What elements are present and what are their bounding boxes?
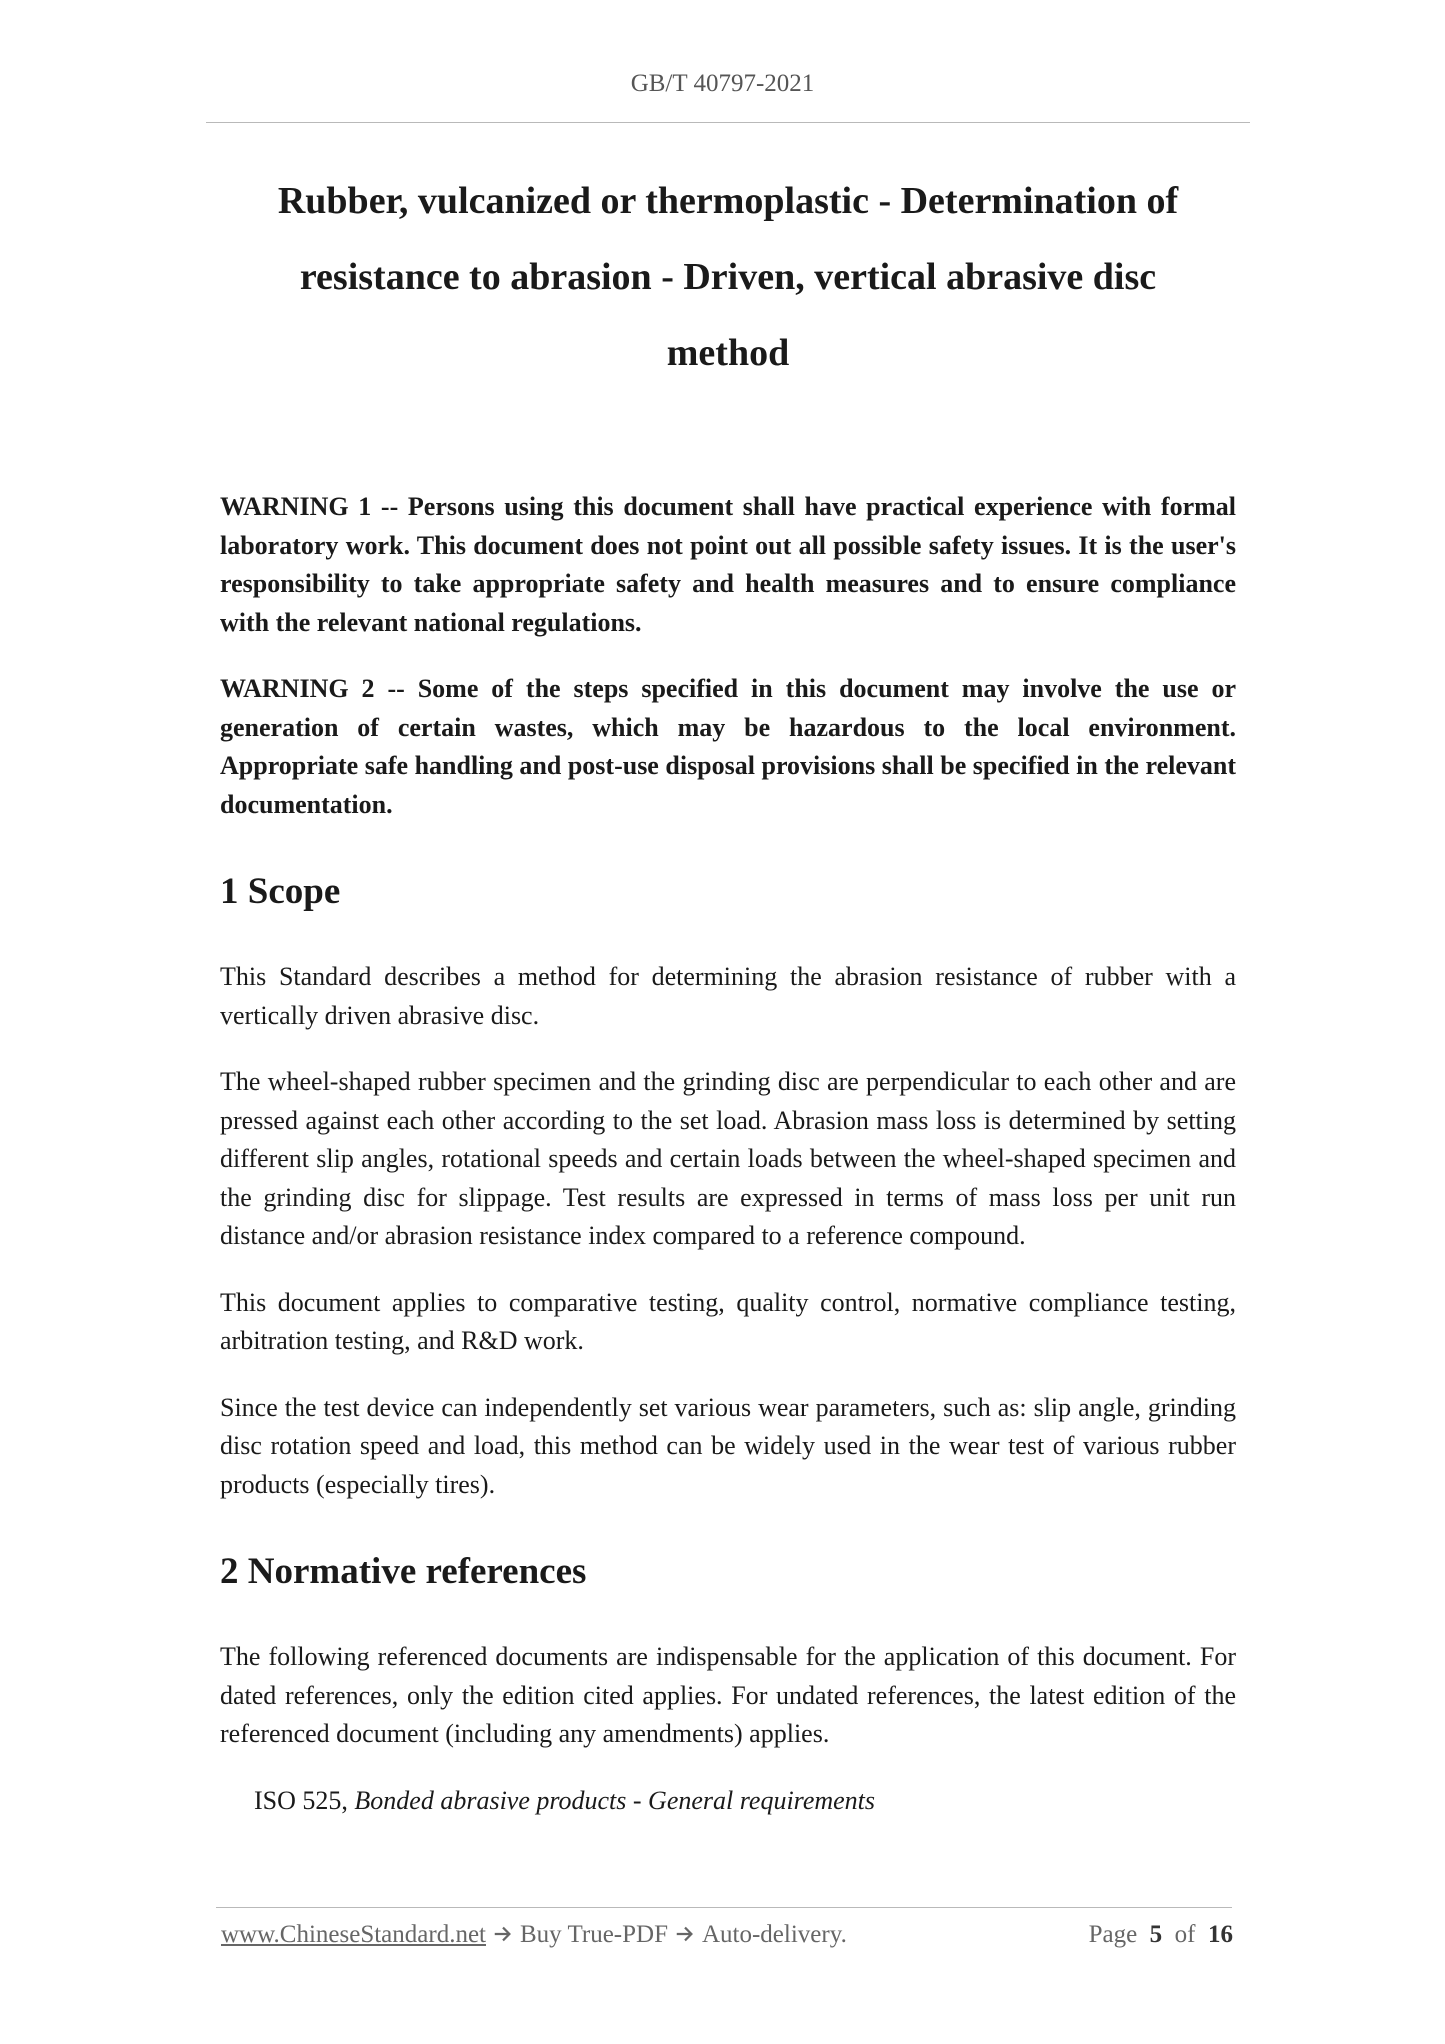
footer-divider: [216, 1907, 1232, 1908]
arrow-right-icon: [492, 1923, 514, 1945]
scope-paragraph: The wheel-shaped rubber specimen and the grinding disc are perpendicular to each other and are pressed against each other according to the set load. Abrasion mass loss is determined by setting different slip angles, rotational speeds and certain loads between the wheel-shaped specimen and the grinding disc for slippage. Test results are expressed in terms of mass loss per unit run distance and/or abrasion resistance index compared to a reference compound.: [220, 1067, 1236, 1250]
auto-delivery-text: Auto-delivery.: [701, 1921, 847, 1948]
references-paragraph: The following referenced documents are indispensable for the application of this document. For dated references, only the edition cited applies. For undated references, the latest edition of the referenced document (including any amendments) applies.: [220, 1642, 1236, 1748]
scope-paragraph: This Standard describes a method for determining the abrasion resistance of rubber with a vertically driven abrasive disc.: [220, 962, 1236, 1030]
document-body: [220, 488, 1236, 1820]
header-divider: [206, 122, 1250, 123]
scope-paragraph: Since the test device can independently set various wear parameters, such as: slip angle, grinding disc rotation speed and load, this method can be widely used in the wear test of various rubber products (especially tires).: [220, 1392, 1236, 1499]
page-label: Page: [1088, 1921, 1138, 1948]
reference-code: ISO 525,: [254, 1785, 348, 1815]
page-total: 16: [1208, 1921, 1233, 1948]
page-of: of: [1174, 1921, 1196, 1948]
warning-2: WARNING 2 -- Some of the steps specified in this document may involve the use or generation of certain wastes, which may be hazardous to the local environment. Appropriate safe handling and post-use disposal provisions shall be specified in the relevant documentation.: [220, 674, 1236, 819]
section-heading-normative-references: 2 Normative references: [220, 1551, 587, 1592]
title-line-1: Rubber, vulcanized or thermoplastic - Determination of: [277, 180, 1179, 222]
document-title: [206, 163, 1250, 391]
reference-item: [254, 1782, 1236, 1821]
footer-promo: [221, 1921, 847, 1949]
arrow-right-icon: [674, 1923, 696, 1945]
page-indicator: [1089, 1921, 1233, 1949]
title-line-2: resistance to abrasion - Driven, vertical abrasive disc: [299, 256, 1157, 298]
reference-title: Bonded abrasive products - General requirements: [354, 1785, 876, 1815]
warning-1: WARNING 1 -- Persons using this document shall have practical experience with formal laboratory work. This document does not point out all possible safety issues. It is the user's responsibility to take appropriate safety and health measures and to ensure compliance with the relevant national regulations.: [220, 492, 1236, 637]
scope-paragraph: This document applies to comparative testing, quality control, normative compliance testing, arbitration testing, and R&D work.: [220, 1287, 1236, 1355]
title-line-3: method: [666, 332, 790, 374]
buy-true-pdf-text: Buy True-PDF: [520, 1921, 668, 1948]
document-number-header: GB/T 40797-2021: [630, 70, 815, 97]
page-current: 5: [1149, 1921, 1163, 1948]
section-heading-scope: 1 Scope: [220, 871, 341, 912]
website-link[interactable]: www.ChineseStandard.net: [221, 1921, 486, 1948]
